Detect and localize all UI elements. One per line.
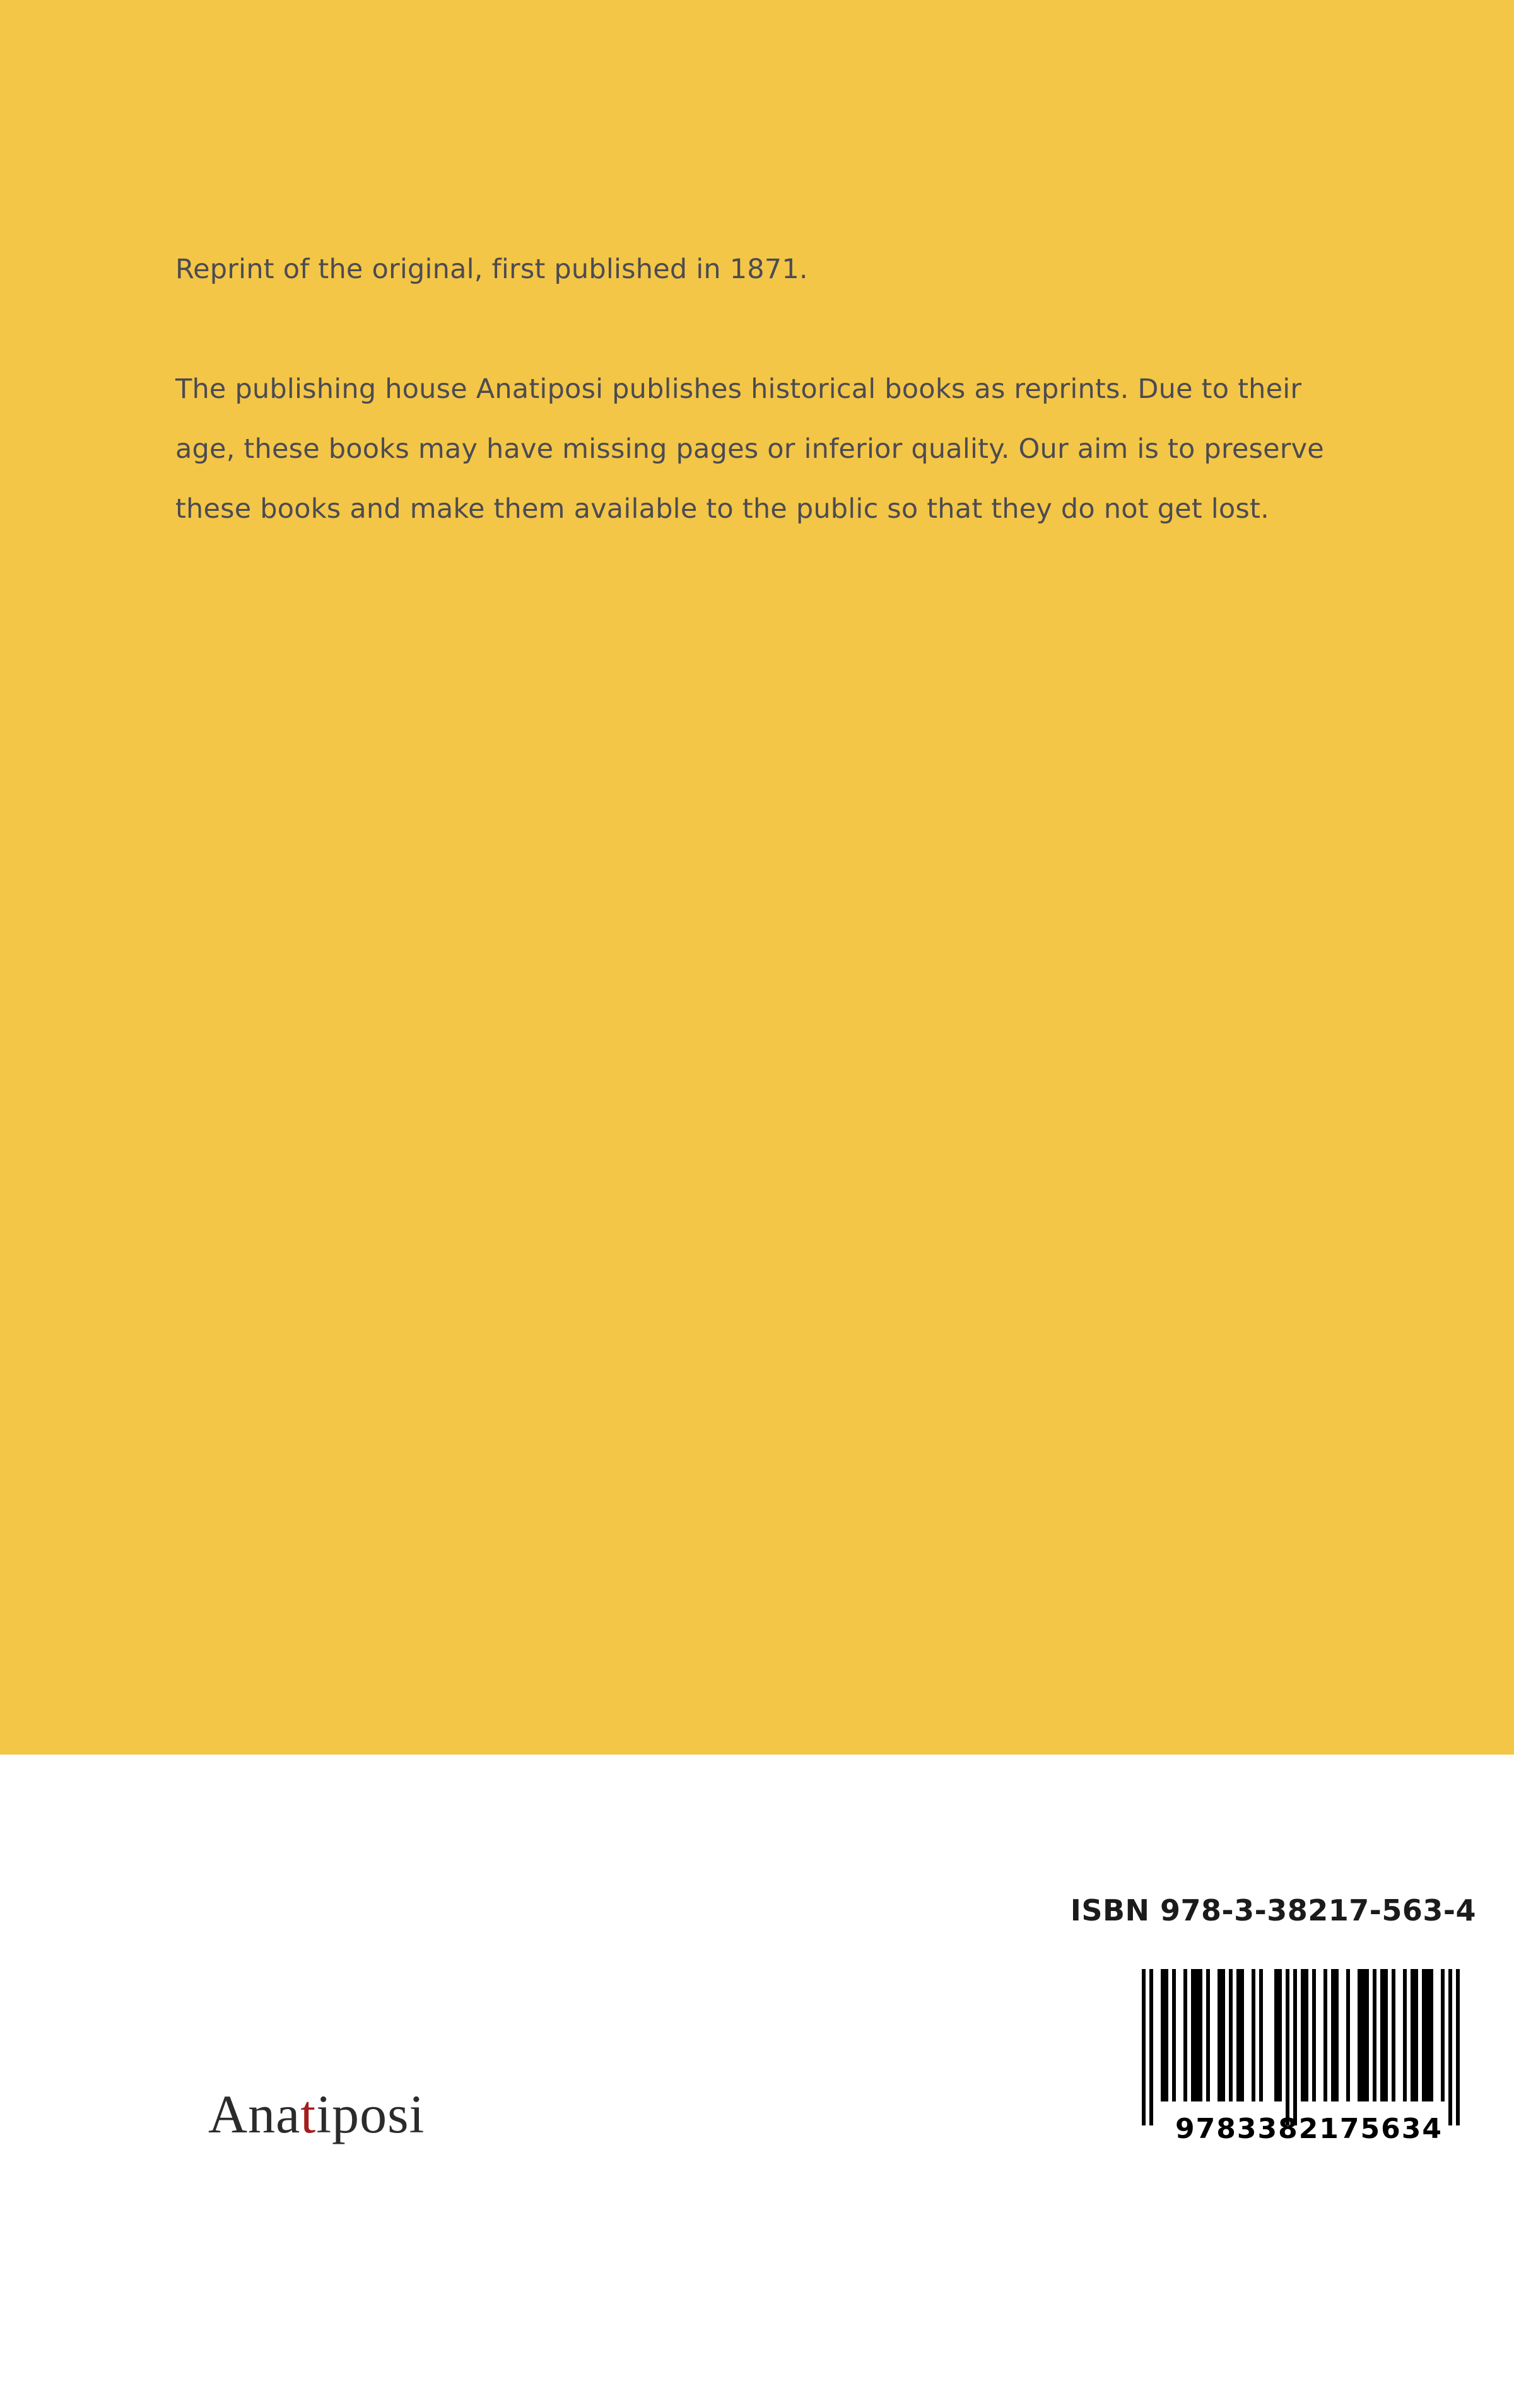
bottom-white-area (0, 1755, 1514, 2408)
publisher-name-part1: Ana (208, 2084, 301, 2144)
barcode-number: 9783382175634 (1175, 2113, 1443, 2145)
isbn-label: ISBN 978-3-38217-563-4 (1070, 1893, 1476, 1927)
reprint-line: Reprint of the original, first published in 1871. (175, 254, 808, 285)
publisher-logo (208, 2083, 425, 2146)
publisher-name-accent: t (300, 2084, 317, 2144)
publisher-note: The publishing house Anatiposi publishes historical books as reprints. Due to their age, these books may have missing pages or inferior quality. Our aim is to preserve these books and make them available to the public so that they do not get lost. (175, 373, 1324, 525)
blurb-text-block (175, 240, 1352, 539)
publisher-name-part2: iposi (316, 2084, 425, 2144)
barcode (1142, 1969, 1476, 2158)
barcode-bars (1142, 1969, 1476, 2125)
